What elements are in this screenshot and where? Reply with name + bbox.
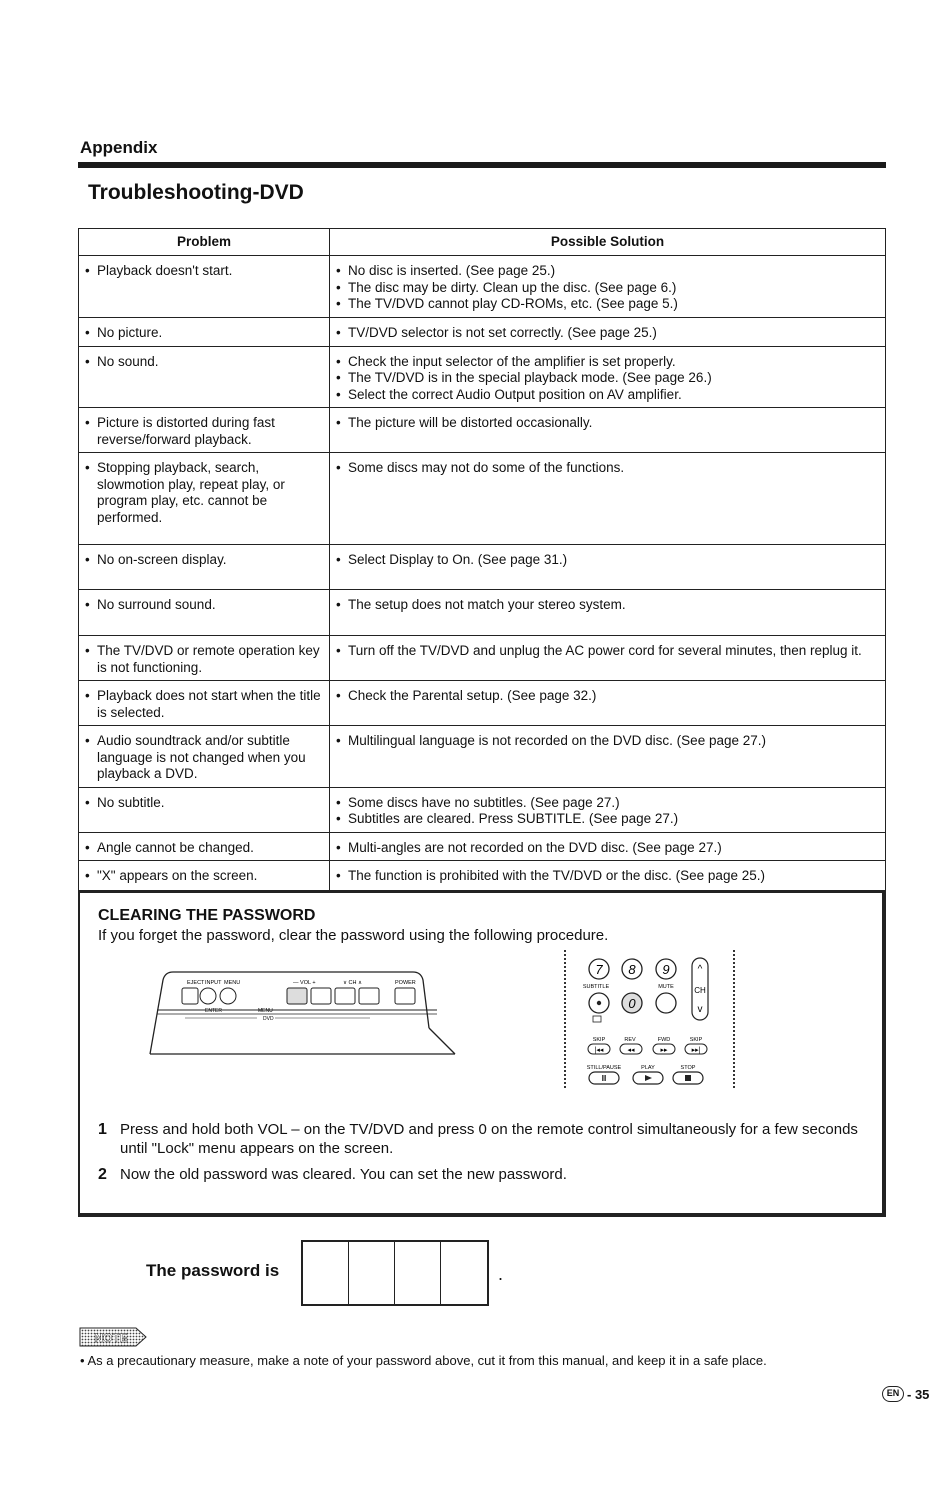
- solution-cell: [330, 787, 886, 832]
- skip-forward-icon: ▸▸|: [691, 1047, 701, 1054]
- problem-item: • The TV/DVD or remote operation key is not functioning.: [83, 643, 325, 676]
- table-row: [79, 636, 886, 681]
- solution-cell: [330, 346, 886, 408]
- table-row: [79, 681, 886, 726]
- tv-panel-illustration: [145, 968, 457, 1056]
- table-row: [79, 453, 886, 545]
- stop-icon: [685, 1075, 691, 1081]
- solution-cell: [330, 636, 886, 681]
- remote-mute-button[interactable]: [656, 993, 676, 1013]
- panel-eject-button[interactable]: [182, 988, 198, 1004]
- solution-item: • Check the Parental setup. (See page 32.): [334, 688, 881, 705]
- panel-label-eject: EJECT: [187, 980, 205, 986]
- solution-cell: [330, 832, 886, 861]
- solution-cell: [330, 861, 886, 891]
- solution-item: • Multilingual language is not recorded on the DVD disc. (See page 27.): [334, 733, 881, 750]
- solution-item: • The picture will be distorted occasionally.: [334, 415, 881, 432]
- step-text: Now the old password was cleared. You can set the new password.: [120, 1166, 567, 1183]
- col-solution-header: Possible Solution: [330, 229, 886, 256]
- problem-cell: [79, 346, 330, 408]
- password-record-dot: .: [498, 1264, 504, 1284]
- panel-ch-up-button[interactable]: [359, 988, 379, 1004]
- table-row: [79, 545, 886, 590]
- problem-cell: [79, 453, 330, 545]
- problem-item: • No surround sound.: [83, 597, 325, 614]
- solution-item: • Select the correct Audio Output position on AV amplifier.: [334, 387, 881, 404]
- remote-key-9-label: 9: [662, 962, 670, 977]
- panel-label-enter: ENTER: [205, 1008, 222, 1014]
- problem-cell: [79, 726, 330, 788]
- language-badge: EN: [882, 1386, 904, 1402]
- subtitle-dot-icon: [597, 1001, 601, 1005]
- problem-cell: [79, 256, 330, 318]
- table-row: [79, 408, 886, 453]
- note-text: • As a precautionary measure, make a note of your password above, cut it from this manual, and keep it in a safe place.: [80, 1353, 767, 1368]
- solution-item: • Check the input selector of the amplifier is set properly.: [334, 354, 881, 371]
- problem-cell: [79, 832, 330, 861]
- table-row: [79, 832, 886, 861]
- remote-label-subtitle: SUBTITLE: [582, 984, 610, 990]
- table-row: [79, 861, 886, 891]
- remote-small-icon: [593, 1016, 601, 1022]
- solution-item: • The setup does not match your stereo system.: [334, 597, 881, 614]
- problem-cell: [79, 408, 330, 453]
- remote-key-0-label: 0: [628, 996, 636, 1011]
- panel-vol-plus-button[interactable]: [311, 988, 331, 1004]
- page-number: [882, 1386, 929, 1402]
- clearing-password-title: CLEARING THE PASSWORD: [98, 907, 316, 924]
- panel-label-ch: ∨ CH ∧: [343, 980, 363, 986]
- problem-cell: [79, 317, 330, 346]
- step-1: [98, 1120, 868, 1158]
- panel-power-button[interactable]: [395, 988, 415, 1004]
- note-badge: [78, 1326, 148, 1348]
- password-record-label: The password is: [146, 1261, 280, 1280]
- problem-item: • Stopping playback, search, slowmotion play, repeat play, or program play, etc. cannot be performed.: [83, 460, 325, 526]
- note-text-content: As a precautionary measure, make a note of your password above, cut it from this manual, and keep it in a safe place.: [87, 1353, 767, 1368]
- problem-item: • No picture.: [83, 325, 325, 342]
- solution-item: • Select Display to On. (See page 31.): [334, 552, 881, 569]
- remote-label-still-pause: STILL/PAUSE: [586, 1065, 622, 1071]
- clearing-password-intro: If you forget the password, clear the password using the following procedure.: [98, 927, 609, 944]
- table-row: [79, 317, 886, 346]
- solution-item: • Multi-angles are not recorded on the DVD disc. (See page 27.): [334, 840, 881, 857]
- step-text: Press and hold both VOL – on the TV/DVD and press 0 on the remote control simultaneously for a few seconds until "Lock" menu appears on the screen.: [120, 1121, 858, 1157]
- remote-label-ch: CH: [694, 986, 706, 995]
- table-row: [79, 590, 886, 636]
- solution-cell: [330, 256, 886, 318]
- page-number-text: - 35: [907, 1386, 930, 1402]
- problem-item: • "X" appears on the screen.: [83, 868, 325, 885]
- header-rule: [78, 162, 886, 168]
- problem-item: • Angle cannot be changed.: [83, 840, 325, 857]
- problem-item: • No subtitle.: [83, 795, 325, 812]
- table-row: [79, 346, 886, 408]
- solution-cell: [330, 590, 886, 636]
- panel-label-vol: — VOL +: [293, 980, 316, 986]
- remote-label-skip-back: SKIP: [592, 1037, 606, 1043]
- solution-cell: [330, 453, 886, 545]
- solution-item: • No disc is inserted. (See page 25.): [334, 263, 881, 280]
- problem-item: • Playback does not start when the title is selected.: [83, 688, 325, 721]
- remote-label-mute: MUTE: [658, 984, 674, 990]
- solution-item: • TV/DVD selector is not set correctly. (See page 25.): [334, 325, 881, 342]
- remote-illustration: [560, 946, 740, 1092]
- problem-item: • Playback doesn't start.: [83, 263, 325, 280]
- problem-cell: [79, 636, 330, 681]
- problem-item: • Picture is distorted during fast reverse/forward playback.: [83, 415, 325, 448]
- step-number: 2: [98, 1166, 107, 1183]
- problem-item: • Audio soundtrack and/or subtitle language is not changed when you playback a DVD.: [83, 733, 325, 783]
- step-number: 1: [98, 1121, 107, 1138]
- problem-item: • No sound.: [83, 354, 325, 371]
- remote-label-fwd: FWD: [657, 1037, 671, 1043]
- col-problem-header: Problem: [79, 229, 330, 256]
- rewind-icon: ◂◂: [627, 1047, 635, 1054]
- problem-cell: [79, 590, 330, 636]
- password-digit-box[interactable]: [349, 1242, 395, 1304]
- table-row: [79, 726, 886, 788]
- chevron-up-icon: ^: [697, 964, 703, 975]
- problem-cell: [79, 681, 330, 726]
- solution-item: • Some discs may not do some of the functions.: [334, 460, 881, 477]
- password-digit-box[interactable]: [441, 1242, 487, 1304]
- solution-item: • Turn off the TV/DVD and unplug the AC power cord for several minutes, then replug it.: [334, 643, 881, 660]
- panel-label-power: POWER: [395, 980, 416, 986]
- panel-label-menu2: MENU: [258, 1008, 273, 1014]
- section-label: Appendix: [80, 138, 158, 157]
- panel-label-input: INPUT: [205, 980, 222, 986]
- remote-key-7-label: 7: [595, 962, 603, 977]
- table-row: [79, 256, 886, 318]
- solution-item: • Some discs have no subtitles. (See page 27.): [334, 795, 881, 812]
- problem-cell: [79, 787, 330, 832]
- chevron-down-icon: v: [697, 1004, 703, 1015]
- remote-key-8-label: 8: [628, 962, 636, 977]
- panel-label-dvd: DVD: [263, 1016, 274, 1022]
- skip-back-icon: |◂◂: [594, 1047, 604, 1054]
- solution-item: • The function is prohibited with the TV/DVD or the disc. (See page 25.): [334, 868, 881, 885]
- problem-item: • No on-screen display.: [83, 552, 325, 569]
- problem-cell: [79, 545, 330, 590]
- solution-item: • The TV/DVD is in the special playback mode. (See page 26.): [334, 370, 881, 387]
- remote-label-skip-fwd: SKIP: [689, 1037, 703, 1043]
- password-digit-box[interactable]: [395, 1242, 441, 1304]
- password-digit-box[interactable]: [303, 1242, 349, 1304]
- page-title: Troubleshooting-DVD: [88, 181, 304, 204]
- panel-label-menu: MENU: [224, 980, 241, 986]
- solution-cell: [330, 726, 886, 788]
- fast-forward-icon: ▸▸: [660, 1047, 668, 1054]
- panel-ch-down-button[interactable]: [335, 988, 355, 1004]
- panel-input-button[interactable]: [200, 988, 216, 1004]
- step-2: [98, 1165, 868, 1184]
- solution-item: • Subtitles are cleared. Press SUBTITLE. (See page 27.): [334, 811, 881, 828]
- solution-cell: [330, 317, 886, 346]
- table-row: [79, 787, 886, 832]
- solution-item: • The disc may be dirty. Clean up the disc. (See page 6.): [334, 280, 881, 297]
- solution-item: • The TV/DVD cannot play CD-ROMs, etc. (See page 5.): [334, 296, 881, 313]
- solution-cell: [330, 408, 886, 453]
- problem-cell: [79, 861, 330, 891]
- table-header-row: [79, 229, 886, 256]
- remote-label-stop: STOP: [680, 1065, 696, 1071]
- solution-cell: [330, 681, 886, 726]
- remote-label-play: PLAY: [641, 1065, 655, 1071]
- note-badge-label: NOTE: [94, 1331, 128, 1345]
- password-record-boxes[interactable]: [301, 1240, 489, 1306]
- pause-icon: II: [601, 1074, 607, 1083]
- remote-label-rev: REV: [624, 1037, 636, 1043]
- troubleshooting-table: [78, 228, 886, 891]
- panel-menu-button[interactable]: [220, 988, 236, 1004]
- solution-cell: [330, 545, 886, 590]
- panel-vol-minus-button[interactable]: [287, 988, 307, 1004]
- play-icon: [645, 1075, 652, 1081]
